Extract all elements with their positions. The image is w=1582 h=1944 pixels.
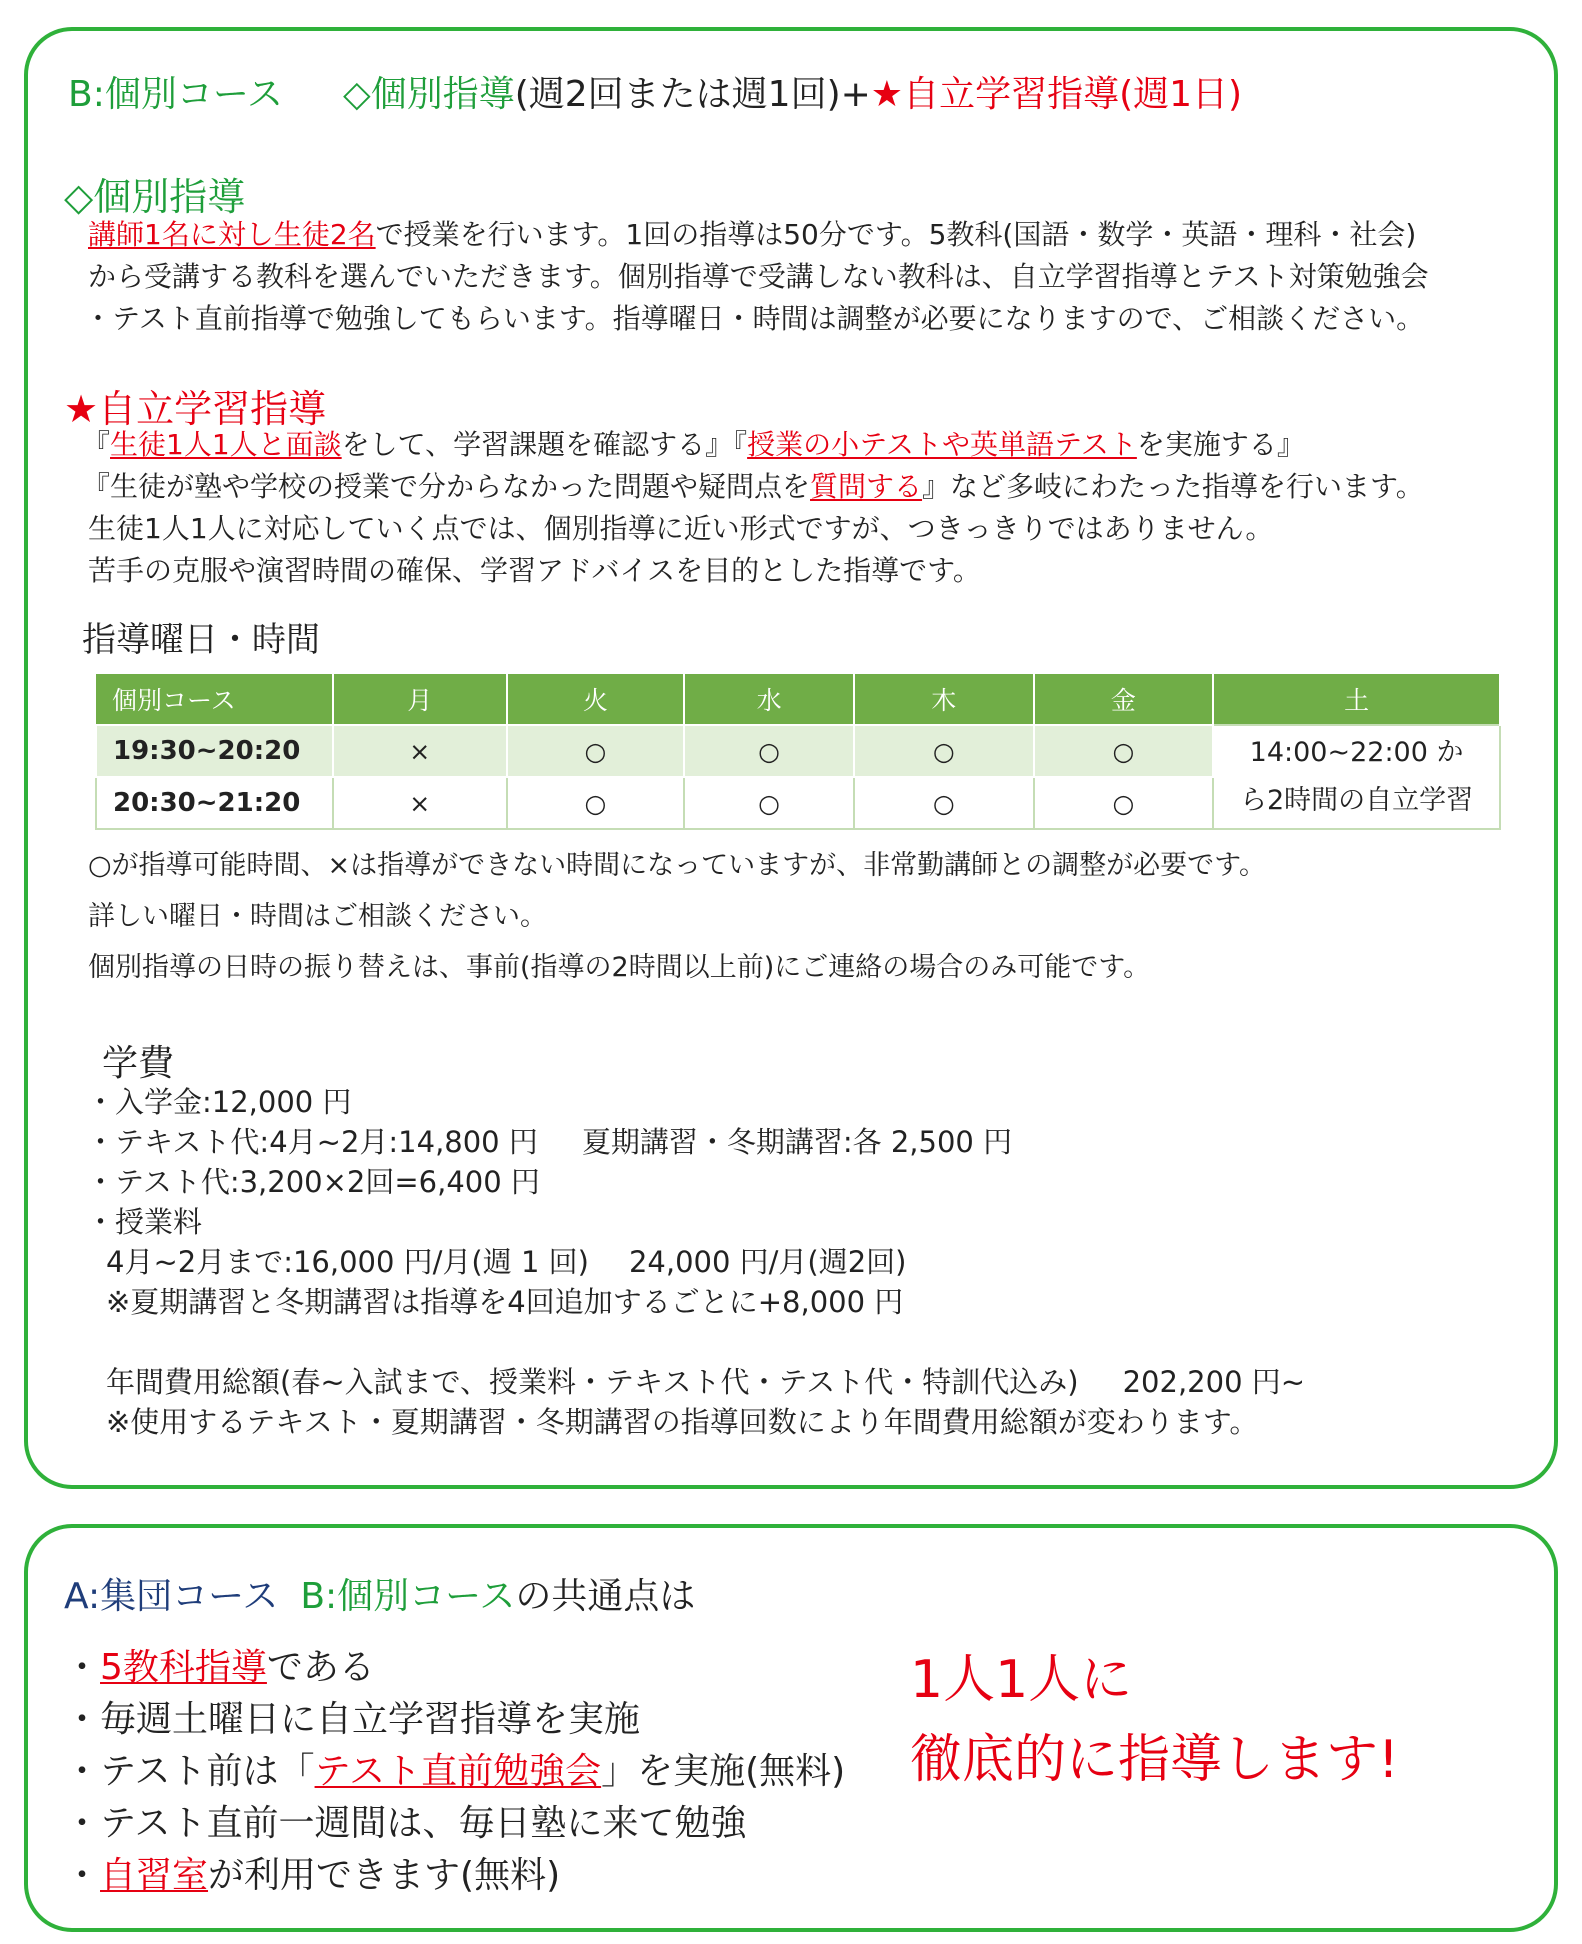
schedule-cell: × xyxy=(333,725,507,777)
study-room: 自習室 xyxy=(100,1855,209,1896)
self-study-interview: 生徒1人1人と面談 xyxy=(110,428,342,461)
individual-line2: から受講する教科を選んでいただきます。個別指導で受講しない教科は、自立学習指導とテスト対策勉強会 xyxy=(88,260,1429,293)
course-title-name: B:個別コース xyxy=(68,74,284,115)
schedule-cell: ○ xyxy=(507,777,685,829)
course-title-individual: ◇個別指導 xyxy=(343,74,515,115)
fee-tuition-weekly2: 24,000 円/月(週2回) xyxy=(628,1245,907,1279)
schedule-note-2: 詳しい曜日・時間はご相談ください。 xyxy=(88,901,547,932)
common-title xyxy=(64,1568,695,1619)
slogan xyxy=(910,1640,1399,1800)
list-item-text: 」を実施(無料) xyxy=(601,1751,846,1792)
table-row xyxy=(96,725,1500,777)
fee-tuition-label: ・授業料 xyxy=(86,1205,203,1239)
schedule-header-sat: 土 xyxy=(1213,674,1500,725)
bullet: ・ xyxy=(64,1647,101,1688)
self-study-desc xyxy=(82,424,1424,592)
schedule-cell: ○ xyxy=(854,725,1034,777)
fee-annual-amount: 202,200 円~ xyxy=(1122,1365,1306,1399)
fee-entrance: ・入学金:12,000 円 xyxy=(86,1085,352,1119)
list-item-text: ・テスト前は「 xyxy=(64,1751,315,1792)
schedule-cell: ○ xyxy=(507,725,685,777)
schedule-saturday xyxy=(1213,725,1500,829)
self-study-quote-open: 『 xyxy=(82,428,111,461)
fee-test: ・テスト代:3,200×2回=6,400 円 xyxy=(86,1165,540,1199)
list-item xyxy=(64,1642,845,1694)
course-title xyxy=(68,66,1242,117)
schedule-cell: ○ xyxy=(1034,725,1214,777)
schedule-time: 20:30~21:20 xyxy=(96,777,333,829)
common-title-b: B:個別コース xyxy=(300,1576,516,1617)
fee-seasonal-note: ※夏期講習と冬期講習は指導を4回追加するごとに+8,000 円 xyxy=(106,1285,904,1319)
schedule-note-3: 個別指導の日時の振り替えは、事前(指導の2時間以上前)にご連絡の場合のみ可能です。 xyxy=(88,952,1151,983)
individual-line3: ・テスト直前指導で勉強してもらいます。指導曜日・時間は調整が必要になりますので、ご相談ください。 xyxy=(84,302,1425,335)
common-list xyxy=(64,1642,845,1902)
schedule-time: 19:30~20:20 xyxy=(96,725,333,777)
schedule-note-1: ○が指導可能時間、×は指導ができない時間になっていますが、非常勤講師との調整が必要です。 xyxy=(88,850,1267,881)
slogan-line2: 徹底的に指導します! xyxy=(910,1730,1399,1790)
fee-tuition-weekly1: 4月~2月まで:16,000 円/月(週 1 回) xyxy=(106,1245,589,1279)
self-study-question: 質問する xyxy=(810,470,923,503)
self-study-l4: 苦手の克服や演習時間の確保、学習アドバイスを目的とした指導です。 xyxy=(88,554,981,587)
schedule-cell: ○ xyxy=(684,725,854,777)
self-study-l3: 生徒1人1人に対応していく点では、個別指導に近い形式ですが、つきっきりではありません。 xyxy=(88,512,1274,545)
schedule-table xyxy=(95,674,1501,830)
list-item: ・毎週土曜日に自立学習指導を実施 xyxy=(64,1699,641,1740)
schedule-header-thu: 木 xyxy=(854,674,1034,725)
schedule-saturday-line1: 14:00~22:00 か xyxy=(1249,737,1464,768)
fees-list xyxy=(86,1082,1305,1442)
course-title-self-study: ★自立学習指導(週1日) xyxy=(870,74,1243,115)
schedule-header-wed: 水 xyxy=(684,674,854,725)
schedule-cell: × xyxy=(333,777,507,829)
list-item xyxy=(64,1746,845,1798)
course-title-frequency: (週2回または週1回)+ xyxy=(514,74,871,115)
five-subjects: 5教科指導 xyxy=(100,1647,267,1688)
list-item-text: が利用できます(無料) xyxy=(208,1855,561,1896)
individual-ratio: 講師1名に対し生徒2名 xyxy=(88,218,376,251)
schedule-header-mon: 月 xyxy=(333,674,507,725)
self-study-l1-end: を実施する』 xyxy=(1136,428,1305,461)
individual-desc xyxy=(84,214,1429,340)
schedule-header-row xyxy=(96,674,1500,725)
self-study-l2-start: 『生徒が塾や学校の授業で分からなかった問題や疑問点を xyxy=(82,470,811,503)
schedule-cell: ○ xyxy=(1034,777,1214,829)
individual-heading: ◇個別指導 xyxy=(64,175,246,219)
schedule-cell: ○ xyxy=(684,777,854,829)
common-title-a: A:集団コース xyxy=(64,1576,279,1617)
fee-seasonal: 夏期講習・冬期講習:各 2,500 円 xyxy=(581,1125,1013,1159)
schedule-heading: 指導曜日・時間 xyxy=(82,620,320,660)
fees-heading: 学費 xyxy=(102,1043,175,1084)
slogan-line1: 1人1人に xyxy=(910,1650,1133,1710)
pre-test-session: テスト直前勉強会 xyxy=(314,1751,602,1792)
list-item xyxy=(64,1850,845,1902)
list-item-text: である xyxy=(266,1647,375,1688)
self-study-l2-end: 』など多岐にわたった指導を行います。 xyxy=(922,470,1424,503)
common-title-rest: の共通点は xyxy=(515,1576,696,1617)
self-study-tests: 授業の小テストや英単語テスト xyxy=(747,428,1137,461)
schedule-cell: ○ xyxy=(854,777,1034,829)
list-item: ・テスト直前一週間は、毎日塾に来て勉強 xyxy=(64,1803,747,1844)
schedule-notes xyxy=(88,840,1266,993)
schedule-header-course: 個別コース xyxy=(96,674,333,725)
schedule-saturday-line2: ら2時間の自立学習 xyxy=(1240,785,1474,816)
schedule-header-tue: 火 xyxy=(507,674,685,725)
self-study-heading: ★自立学習指導 xyxy=(64,387,327,431)
individual-line1: で授業を行います。1回の指導は50分です。5教科(国語・数学・英語・理科・社会) xyxy=(375,218,1417,251)
self-study-l1-mid: をして、学習課題を確認する』『 xyxy=(341,428,748,461)
fee-annual-note: ※使用するテキスト・夏期講習・冬期講習の指導回数により年間費用総額が変わります。 xyxy=(106,1405,1259,1439)
bullet: ・ xyxy=(64,1855,101,1896)
schedule-header-fri: 金 xyxy=(1034,674,1214,725)
fee-annual: 年間費用総額(春~入試まで、授業料・テキスト代・テスト代・特訓代込み) xyxy=(106,1365,1079,1399)
fee-text: ・テキスト代:4月~2月:14,800 円 xyxy=(86,1125,538,1159)
